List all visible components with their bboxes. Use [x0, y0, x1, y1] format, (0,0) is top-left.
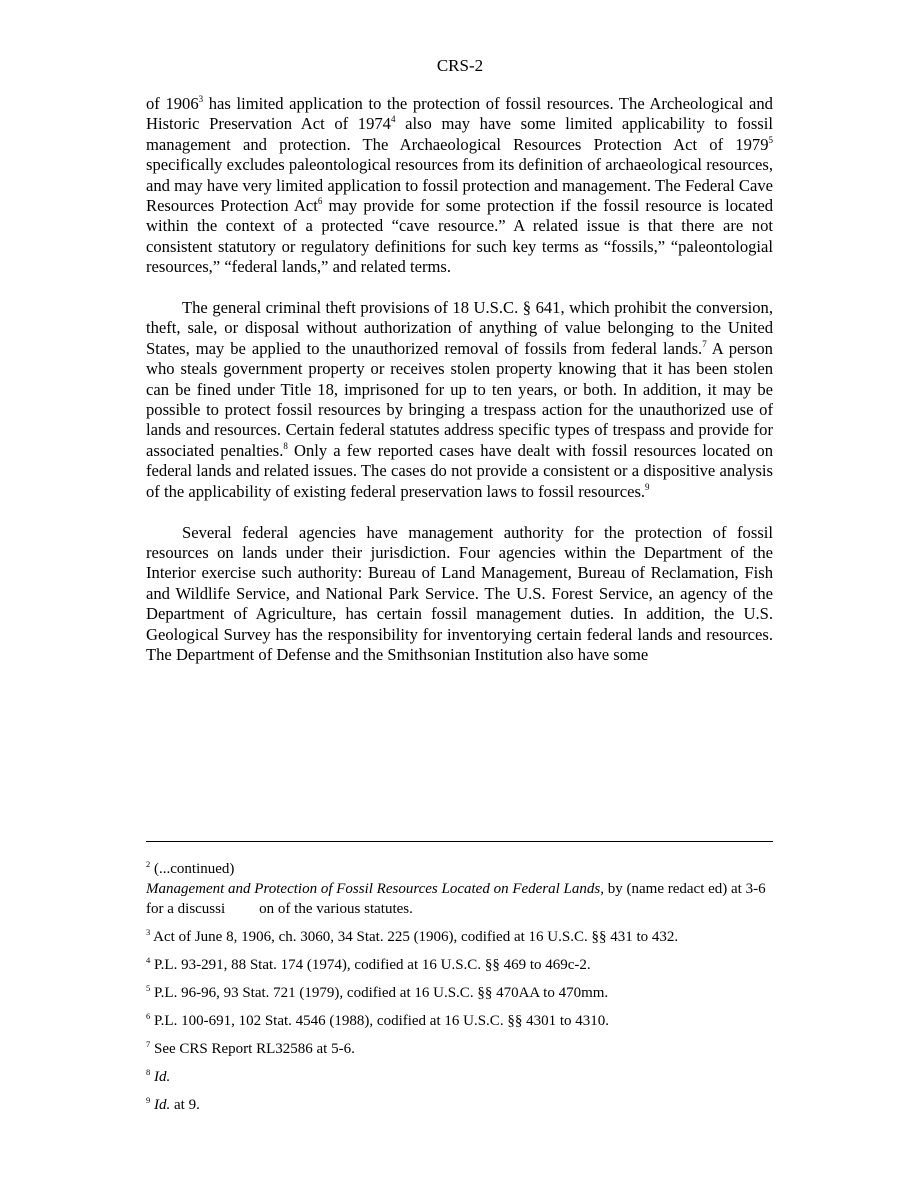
- body-text: [146, 94, 773, 686]
- paragraph-3: Several federal agencies have management authority for the protection of fossil resources on lands under their jurisdiction. Four agencies within the Department of the Interior exercise such authority: Bureau of Land Management, Bureau of Reclamation, Fish and Wildlife Service, and National Park Service. The U.S. Forest Service, an agency of the Department of Agriculture, has certain fossil management duties. In addition, the U.S. Geological Survey has the responsibility for inventorying certain federal lands and resources. The Department of Defense and the Smithsonian Institution also have some: [146, 522, 773, 664]
- footnote-ref-9[interactable]: 9: [645, 481, 650, 492]
- footnote-number: 7: [146, 1039, 151, 1049]
- footnote-2-continued: $^2$ (...continued) Management and Protection of Fossil Resources Located on Federal Lands, by (name redact ed) at 3-6 for a discussi on of the various statutes.: [146, 859, 766, 917]
- footnote-number: 3: [146, 927, 151, 937]
- footnote-ref-6[interactable]: 6: [317, 196, 323, 207]
- footnote-4: $^4$ P.L. 93-291, 88 Stat. 174 (1974), codified at 16 U.S.C. §§ 469 to 469c-2.: [146, 955, 591, 973]
- footnote-divider: [146, 841, 773, 842]
- footnote-3: $^3$ Act of June 8, 1906, ch. 3060, 34 Stat. 225 (1906), codified at 16 U.S.C. §§ 431 to 432.: [146, 927, 679, 945]
- footnote-number: 8: [146, 1067, 151, 1077]
- footnotes: [146, 859, 773, 1123]
- footnote-6: $^6$ P.L. 100-691, 102 Stat. 4546 (1988), codified at 16 U.S.C. §§ 4301 to 4310.: [146, 1011, 609, 1029]
- paragraph-1: of 1906$^3$ has limited application to the protection of fossil resources. The Archeological and Historic Preservation Act of 1974$^4$ also may have some limited applicability to fossil management and protection. The Archaeological Resources Protection Act of 1979$^5$ specifically excludes paleontological resources from its definition of archaeological resources, and may have very limited application to fossil protection and management. The Federal Cave Resources Protection Act$^6$ may provide for some protection if the fossil resource is located within the context of a protected “cave resource.” A related issue is that there are not consistent statutory or regulatory definitions for such key terms as “fossils,” “paleontologial resources,” “federal lands,” and related terms.: [146, 94, 773, 277]
- footnote-5: $^5$ P.L. 96-96, 93 Stat. 721 (1979), codified at 16 U.S.C. §§ 470AA to 470mm.: [146, 983, 609, 1001]
- footnote-number: 9: [146, 1095, 151, 1105]
- page-header: [0, 56, 920, 76]
- footnote-number: 2: [146, 859, 151, 869]
- footnote-number: 4: [146, 955, 151, 965]
- footnote-7: $^7$ See CRS Report RL32586 at 5-6.: [146, 1039, 355, 1057]
- footnote-ref-8[interactable]: 8: [283, 440, 288, 451]
- footnote-ref-4[interactable]: 4: [390, 114, 396, 125]
- footnote-ref-3[interactable]: 3: [198, 94, 204, 104]
- footnote-number: 5: [146, 983, 151, 993]
- paragraph-2: The general criminal theft provisions of 18 U.S.C. § 641, which prohibit the conversion, theft, sale, or disposal without authorization of anything of value belonging to the United States, may be applied to the unauthorized removal of fossils from federal lands.$^7$ A person who steals government property or receives stolen property knowing that it has been stolen can be fined under Title 18, imprisoned for up to ten years, or both. In addition, it may be possible to protect fossil resources by bringing a trespass action for the unauthorized use of lands and resources. Certain federal statutes address specific types of trespass and provide for associated penalties.$^8$ Only a few reported cases have dealt with fossil resources located on federal lands and related issues. The cases do not provide a consistent or a dispositive analysis of the applicability of existing federal preservation laws to fossil resources.$^9$: [146, 298, 773, 501]
- footnote-ref-7[interactable]: 7: [702, 338, 707, 349]
- footnote-9: $^9$ Id. at 9.: [146, 1095, 200, 1113]
- cited-report-title: Management and Protection of Fossil Resources Located on Federal Lands: [146, 881, 601, 897]
- footnote-number: 6: [146, 1011, 151, 1021]
- footnote-8: $^8$ Id.: [146, 1067, 171, 1085]
- footnote-ref-5[interactable]: 5: [768, 134, 773, 145]
- page-label: CRS-2: [436, 56, 484, 75]
